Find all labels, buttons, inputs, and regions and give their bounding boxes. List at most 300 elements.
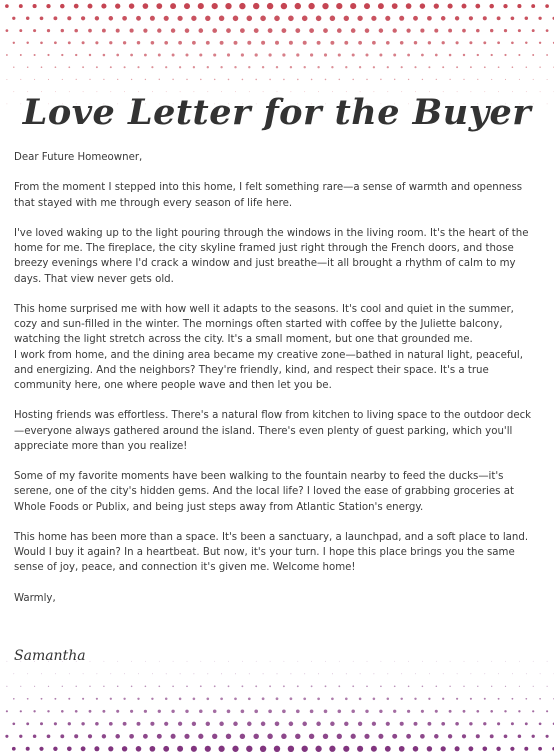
pattern-dot	[282, 53, 285, 56]
pattern-dot	[422, 79, 423, 80]
closing: Warmly,	[14, 592, 56, 604]
pattern-dot	[387, 673, 388, 674]
pattern-dot	[337, 734, 342, 739]
pattern-dot	[526, 673, 527, 674]
pattern-dot	[441, 16, 446, 21]
pattern-dot	[407, 710, 410, 713]
pattern-dot	[268, 709, 272, 713]
pattern-dot	[206, 697, 209, 700]
pattern-dot	[457, 673, 458, 674]
pattern-dot	[205, 16, 210, 21]
pattern-dot	[288, 15, 294, 21]
pattern-dot	[76, 79, 77, 80]
pattern-dot	[373, 66, 375, 68]
pattern-dot	[297, 79, 299, 81]
letter-body	[14, 150, 540, 621]
pattern-dot	[352, 685, 354, 687]
pattern-dot	[336, 3, 342, 9]
pattern-dot	[269, 685, 271, 687]
pattern-dot	[385, 746, 391, 752]
pattern-dot	[351, 734, 356, 739]
pattern-dot	[75, 54, 77, 56]
pattern-dot	[212, 3, 218, 9]
pattern-dot	[242, 661, 243, 662]
pattern-dot	[39, 747, 43, 751]
pattern-dot	[421, 54, 424, 57]
pattern-dot	[200, 79, 202, 81]
pattern-dot	[193, 698, 196, 701]
pattern-dot	[490, 29, 493, 32]
pattern-dot	[186, 79, 188, 81]
pattern-dot	[200, 661, 201, 662]
paragraph-favorite-moments: Some of my favorite moments have been walking to the fountain nearby to feed the ducks—it's serene, one of the city's hidden gems. And the local life? I loved the ease of grabbing groceries at Whole Foods or Publix, and being just steps away from Atlantic Station's energy.	[14, 471, 514, 513]
pattern-dot	[290, 673, 291, 674]
pattern-dot	[109, 16, 114, 21]
pattern-dot	[455, 746, 460, 751]
pattern-dot	[309, 734, 314, 739]
pattern-dot	[179, 66, 181, 68]
pattern-dot	[235, 673, 236, 674]
pattern-dot	[20, 710, 22, 712]
pattern-dot	[427, 722, 431, 726]
bottom-dot-pattern	[0, 655, 554, 755]
pattern-dot	[463, 686, 464, 687]
pattern-dot	[74, 734, 78, 738]
pattern-dot	[469, 16, 473, 20]
pattern-dot	[477, 79, 478, 80]
pattern-dot	[55, 66, 57, 68]
pattern-dot	[166, 673, 167, 674]
pattern-dot	[435, 54, 438, 57]
pattern-dot	[130, 710, 133, 713]
pattern-dot	[365, 710, 368, 713]
pattern-dot	[344, 16, 349, 21]
pattern-dot	[137, 722, 141, 726]
pattern-dot	[547, 661, 548, 662]
pattern-dot	[249, 673, 250, 674]
pattern-dot	[399, 746, 405, 752]
pattern-dot	[227, 710, 231, 714]
pattern-dot	[228, 79, 230, 81]
paragraph-conclusion: This home has been more than a space. It's been a sanctuary, a launchpad, and a soft place to land. Would I buy it again? In a heartbeat. But now, it's your turn. I hope this place brings you the same sense of joy, peace, and connection it's given me. Welcome home!	[14, 531, 529, 574]
pattern-dot	[177, 746, 183, 752]
pattern-dot	[358, 722, 362, 726]
pattern-dot	[504, 54, 506, 56]
pattern-dot	[414, 722, 418, 726]
pattern-dot	[62, 79, 63, 80]
pattern-dot	[317, 697, 320, 700]
pattern-dot	[414, 41, 417, 44]
pattern-dot	[19, 4, 23, 8]
pattern-dot	[163, 746, 169, 752]
pattern-dot	[69, 673, 70, 674]
pattern-dot	[392, 734, 397, 739]
pattern-dot	[462, 29, 466, 33]
pattern-dot	[199, 53, 202, 56]
pattern-dot	[533, 686, 534, 687]
pattern-dot	[517, 4, 521, 8]
pattern-dot	[525, 722, 528, 725]
pattern-dot	[406, 28, 410, 32]
pattern-dot	[26, 747, 30, 751]
pattern-dot	[475, 4, 480, 9]
pattern-dot	[61, 710, 64, 713]
pattern-dot	[371, 16, 376, 21]
pattern-dot	[505, 661, 506, 662]
pattern-dot	[344, 722, 348, 726]
pattern-dot	[255, 685, 257, 687]
pattern-dot	[518, 710, 520, 712]
pattern-dot	[380, 79, 381, 80]
pattern-dot	[350, 3, 356, 9]
pattern-dot	[378, 3, 384, 9]
pattern-dot	[427, 16, 432, 21]
pattern-dot	[61, 29, 64, 32]
pattern-dot	[241, 53, 244, 56]
pattern-dot	[54, 698, 56, 700]
pattern-dot	[40, 722, 43, 725]
pattern-dot	[484, 698, 486, 700]
pattern-dot	[408, 661, 409, 662]
pattern-dot	[496, 747, 500, 751]
pattern-dot	[304, 66, 306, 68]
pattern-dot	[436, 79, 437, 80]
pattern-dot	[68, 698, 70, 700]
pattern-dot	[233, 16, 239, 22]
pattern-dot	[371, 746, 377, 752]
pattern-dot	[103, 79, 104, 80]
pattern-dot	[316, 722, 321, 727]
pattern-dot	[228, 685, 230, 687]
pattern-dot	[471, 673, 472, 674]
pattern-dot	[115, 734, 120, 739]
pattern-dot	[449, 710, 452, 713]
pattern-dot	[213, 53, 216, 56]
pattern-dot	[214, 79, 216, 81]
pattern-dot	[538, 17, 541, 20]
pattern-dot	[304, 673, 305, 674]
pattern-dot	[539, 42, 541, 44]
pattern-dot	[532, 54, 534, 56]
pattern-dot	[115, 3, 120, 8]
pattern-dot	[164, 722, 168, 726]
pattern-dot	[274, 15, 280, 21]
pattern-dot	[156, 3, 162, 9]
pattern-dot	[192, 722, 196, 726]
pattern-dot	[144, 54, 147, 57]
pattern-dot	[200, 685, 202, 687]
pattern-dot	[206, 722, 210, 726]
pattern-dot	[186, 685, 188, 687]
pattern-dot	[295, 3, 301, 9]
pattern-dot	[434, 734, 439, 739]
pattern-dot	[295, 734, 300, 739]
pattern-dot	[89, 54, 91, 56]
pattern-dot	[330, 16, 335, 21]
pattern-dot	[497, 722, 500, 725]
pattern-dot	[531, 4, 535, 8]
pattern-dot	[372, 41, 376, 45]
pattern-dot	[489, 4, 494, 9]
pattern-dot	[385, 16, 390, 21]
pattern-dot	[26, 17, 29, 20]
pattern-dot	[491, 54, 493, 56]
pattern-dot	[357, 16, 362, 21]
pattern-dot	[164, 16, 169, 21]
pattern-dot	[490, 710, 493, 713]
pattern-dot	[82, 66, 84, 68]
pattern-dot	[55, 673, 56, 674]
pattern-dot	[379, 28, 383, 32]
pattern-dot	[96, 66, 98, 68]
paragraph-living-room: I've loved waking up to the light pouring through the windows in the living room. It's the heart of the home for me. The fireplace, the city skyline framed just right through the French doors, and those breezy evenings where I'd crack a window and just breathe—it all brought a rhythm of calm to my days. That view never gets old.	[14, 227, 529, 285]
pattern-dot	[302, 722, 307, 727]
pattern-dot	[138, 673, 139, 674]
pattern-dot	[62, 686, 63, 687]
pattern-dot	[242, 79, 244, 81]
pattern-dot	[422, 661, 423, 662]
pattern-dot	[525, 698, 527, 700]
pattern-dot	[145, 661, 146, 662]
pattern-dot	[88, 4, 93, 9]
pattern-dot	[178, 41, 182, 45]
pattern-dot	[150, 16, 155, 21]
pattern-dot	[322, 3, 328, 9]
pattern-dot	[67, 746, 72, 751]
pattern-dot	[144, 710, 147, 713]
pattern-dot	[41, 673, 42, 674]
pattern-dot	[81, 722, 84, 725]
pattern-dot	[290, 697, 293, 700]
pattern-dot	[345, 66, 347, 68]
pattern-dot	[526, 66, 527, 67]
pattern-dot	[364, 3, 370, 9]
pattern-dot	[359, 66, 361, 68]
pattern-dot	[150, 746, 156, 752]
pattern-dot	[448, 4, 453, 9]
pattern-dot	[227, 53, 230, 56]
pattern-dot	[89, 686, 90, 687]
pattern-dot	[456, 66, 458, 68]
pattern-dot	[122, 746, 127, 751]
pattern-dot	[177, 16, 182, 21]
pattern-dot	[255, 79, 257, 81]
pattern-dot	[6, 710, 8, 712]
pattern-dot	[434, 3, 439, 8]
pattern-dot	[207, 673, 208, 674]
pattern-dot	[199, 710, 203, 714]
pattern-dot	[225, 3, 231, 9]
pattern-dot	[96, 698, 98, 700]
pattern-dot	[455, 722, 459, 726]
pattern-dot	[129, 3, 134, 8]
pattern-dot	[483, 722, 486, 725]
pattern-dot	[19, 735, 22, 738]
pattern-dot	[352, 53, 355, 56]
pattern-dot	[240, 28, 245, 33]
pattern-dot	[122, 16, 127, 21]
pattern-dot	[484, 673, 485, 674]
pattern-dot	[343, 746, 349, 752]
pattern-dot	[262, 66, 264, 68]
pattern-dot	[253, 3, 259, 9]
pattern-dot	[40, 16, 44, 20]
pattern-dot	[546, 710, 548, 712]
pattern-dot	[137, 66, 139, 68]
pattern-dot	[41, 698, 43, 700]
paragraph-hosting: Hosting friends was effortless. There's a natural flow from kitchen to living space to the outdoor deck—everyone always gathered around the island. There's even plenty of guest parking, which you'll appreciate more than you realize!	[14, 410, 532, 452]
pattern-dot	[97, 673, 98, 674]
pattern-dot	[525, 17, 528, 20]
pattern-dot	[5, 735, 8, 738]
pattern-dot	[75, 710, 78, 713]
pattern-dot	[110, 673, 111, 674]
pattern-dot	[136, 16, 141, 21]
pattern-dot	[483, 16, 487, 20]
pattern-dot	[40, 41, 43, 44]
pattern-dot	[546, 29, 549, 32]
pattern-dot	[165, 698, 168, 701]
paragraph-seasons: This home surprised me with how well it adapts to the seasons. It's cool and quiet in the summer, cozy and sun-filled in the winter. The mornings often started with coffee by the Juliette balcony, watching the light stretch across the city. It's a small moment, but one that grounded me.	[14, 303, 514, 346]
pattern-dot	[297, 685, 299, 687]
pattern-dot	[462, 4, 467, 9]
pattern-dot	[179, 698, 182, 701]
pattern-dot	[102, 710, 105, 713]
pattern-dot	[407, 54, 410, 57]
pattern-dot	[226, 734, 231, 739]
pattern-dot	[34, 686, 35, 687]
pattern-dot	[420, 3, 425, 8]
pattern-dot	[270, 661, 271, 662]
pattern-dot	[345, 697, 348, 700]
pattern-dot	[94, 746, 99, 751]
pattern-dot	[33, 735, 37, 739]
pattern-dot	[68, 41, 71, 44]
pattern-dot	[228, 661, 229, 662]
pattern-dot	[468, 746, 473, 751]
pattern-dot	[518, 29, 521, 32]
pattern-dot	[123, 722, 127, 726]
pattern-dot	[316, 16, 322, 22]
pattern-dot	[434, 29, 438, 33]
pattern-dot	[367, 661, 368, 662]
pattern-dot	[76, 686, 77, 687]
pattern-dot	[191, 746, 197, 752]
pattern-dot	[260, 15, 266, 21]
pattern-dot	[311, 661, 312, 662]
pattern-dot	[503, 4, 507, 8]
pattern-dot	[498, 698, 500, 700]
pattern-dot	[483, 41, 486, 44]
pattern-dot	[399, 16, 404, 21]
pattern-dot	[7, 661, 8, 662]
pattern-dot	[95, 41, 98, 44]
pattern-dot	[455, 16, 459, 20]
pattern-dot	[525, 42, 527, 44]
pattern-dot	[372, 722, 376, 726]
pattern-dot	[315, 746, 321, 752]
pattern-dot	[221, 673, 222, 674]
pattern-dot	[116, 29, 120, 33]
pattern-dot	[185, 53, 188, 56]
pattern-dot	[13, 67, 14, 68]
pattern-dot	[67, 16, 71, 20]
pattern-dot	[394, 661, 395, 662]
pattern-dot	[428, 41, 431, 44]
pattern-dot	[192, 41, 196, 45]
pattern-dot	[449, 686, 450, 687]
pattern-dot	[379, 54, 382, 57]
pattern-dot	[137, 41, 140, 44]
pattern-dot	[151, 41, 155, 45]
pattern-dot	[318, 673, 319, 674]
pattern-dot	[469, 722, 472, 725]
pattern-dot	[491, 686, 492, 687]
pattern-dot	[449, 54, 452, 57]
pattern-dot	[283, 79, 285, 81]
pattern-dot	[297, 661, 298, 662]
pattern-dot	[277, 673, 278, 674]
pattern-dot	[463, 710, 466, 713]
pattern-dot	[74, 29, 78, 33]
pattern-dot	[373, 673, 374, 674]
pattern-dot	[187, 661, 188, 662]
pattern-dot	[6, 29, 9, 32]
pattern-dot	[332, 673, 333, 674]
pattern-dot	[519, 79, 520, 80]
pattern-dot	[505, 79, 506, 80]
pattern-dot	[428, 698, 430, 700]
pattern-dot	[386, 722, 390, 726]
pattern-dot	[158, 685, 160, 687]
pattern-dot	[26, 42, 28, 44]
pattern-dot	[102, 734, 106, 738]
pattern-dot	[143, 28, 147, 32]
pattern-dot	[152, 673, 153, 674]
pattern-dot	[220, 66, 222, 68]
pattern-dot	[519, 686, 520, 687]
pattern-dot	[164, 41, 168, 45]
pattern-dot	[441, 722, 445, 726]
pattern-dot	[365, 53, 368, 56]
pattern-dot	[234, 697, 237, 700]
pattern-dot	[303, 697, 306, 700]
pattern-dot	[393, 54, 396, 57]
pattern-dot	[282, 709, 286, 713]
pattern-dot	[48, 686, 49, 687]
pattern-dot	[131, 79, 132, 80]
pattern-dot	[214, 685, 216, 687]
pattern-dot	[246, 746, 252, 752]
pattern-dot	[547, 79, 548, 80]
pattern-dot	[366, 79, 368, 81]
pattern-dot	[518, 735, 522, 739]
pattern-dot	[401, 66, 403, 68]
pattern-dot	[184, 734, 189, 739]
pattern-dot	[357, 746, 363, 752]
pattern-dot	[346, 673, 347, 674]
pattern-dot	[109, 41, 112, 44]
pattern-dot	[504, 710, 506, 712]
pattern-dot	[53, 747, 57, 751]
pattern-dot	[400, 722, 404, 726]
pattern-dot	[330, 41, 334, 45]
pattern-dot	[317, 41, 321, 45]
pattern-dot	[214, 661, 215, 662]
pattern-dot	[422, 686, 424, 688]
pattern-dot	[281, 734, 286, 739]
pattern-dot	[469, 41, 472, 44]
